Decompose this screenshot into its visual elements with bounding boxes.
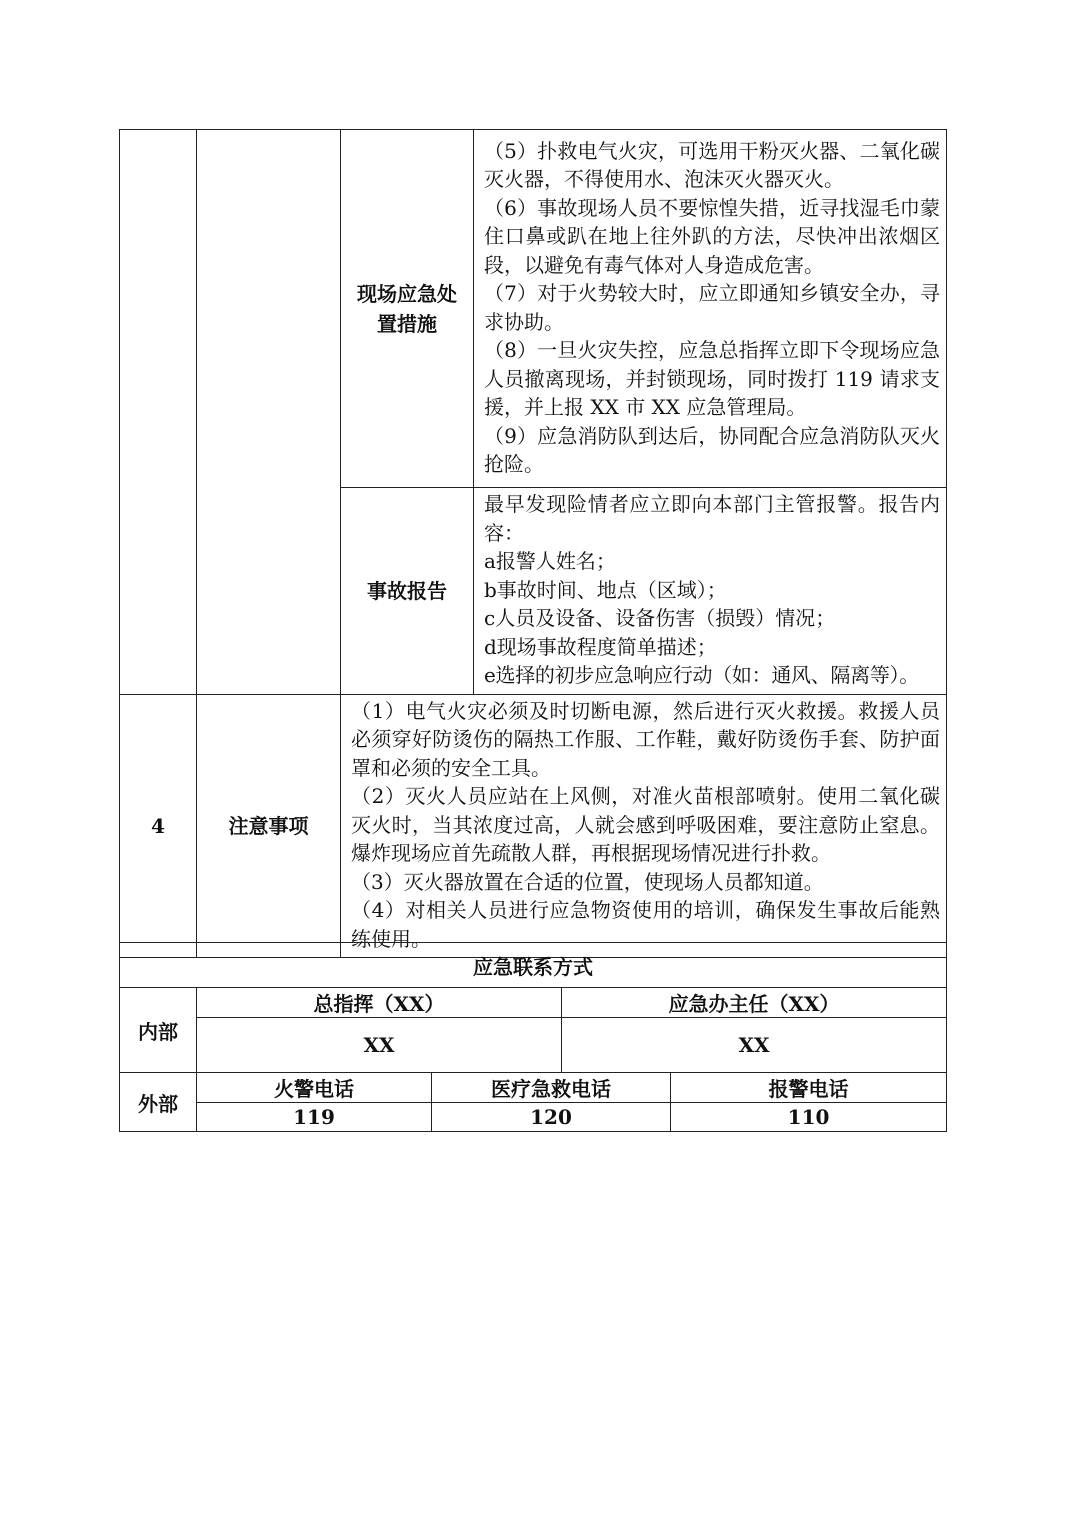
onsite-label-line-1: 现场应急处 [357, 281, 457, 306]
external-header-row [120, 1073, 947, 1103]
report-item: e选择的初步应急响应行动（如：通风、隔离等）。 [484, 663, 919, 687]
commander-header: 总指挥（XX） [197, 988, 562, 1018]
onsite-measures-content [474, 130, 947, 488]
report-item: a报警人姓名； [484, 549, 616, 573]
onsite-item: （7）对于火势较大时，应立即通知乡镇安全办，寻求协助。 [484, 281, 940, 334]
fire-alarm-number: 119 [197, 1103, 432, 1132]
internal-header-row [120, 988, 947, 1018]
office-director-value: XX [562, 1018, 947, 1073]
report-item: d现场事故程度简单描述； [484, 634, 717, 659]
report-item: c人员及设备、设备伤害（损毁）情况； [484, 606, 836, 630]
notes-label: 注意事项 [197, 694, 341, 958]
onsite-item: （6）事故现场人员不要惊惶失措，近寻找湿毛巾蒙住口鼻或趴在地上往外趴的方法，尽快冲出浓烟区段，以避免有毒气体对人身造成危害。 [484, 195, 940, 277]
medical-header: 医疗急救电话 [432, 1073, 671, 1103]
emergency-contact-table [119, 942, 947, 1132]
notes-item: （1）电气火灾必须及时切断电源，然后进行灭火救援。救援人员必须穿好防烫伤的隔热工作服、工作鞋，戴好防烫伤手套、防护面罩和必须的安全工具。 [351, 698, 940, 780]
external-label: 外部 [120, 1073, 197, 1132]
notes-item: （3）灭火器放置在合适的位置，使现场人员都知道。 [351, 869, 824, 894]
notes-item: （2）灭火人员应站在上风侧，对准火苗根部喷射。使用二氧化碳灭火时，当其浓度过高，人就会感到呼吸困难，要注意防止窒息。爆炸现场应首先疏散人群，再根据现场情况进行扑救。 [351, 784, 940, 865]
notes-item: （4）对相关人员进行应急物资使用的培训，确保发生事故后能熟练使用。 [351, 898, 940, 951]
blank-number-cell [120, 130, 197, 695]
contact-title: 应急联系方式 [120, 943, 947, 988]
notes-content [341, 694, 947, 958]
report-item: 最早发现险情者应立即向本部门主管报警。报告内容： [484, 492, 940, 545]
internal-label: 内部 [120, 988, 197, 1073]
fire-alarm-header: 火警电话 [197, 1073, 432, 1103]
contact-title-row [120, 943, 947, 988]
office-director-header: 应急办主任（XX） [562, 988, 947, 1018]
onsite-item: （5）扑救电气火灾，可选用干粉灭火器、二氧化碳灭火器，不得使用水、泡沫灭火器灭火。 [484, 138, 940, 191]
onsite-measures-label [341, 130, 474, 488]
blank-category-cell [197, 130, 341, 695]
accident-report-content [474, 488, 947, 695]
onsite-item: （9）应急消防队到达后，协同配合应急消防队灭火抢险。 [484, 423, 940, 476]
police-number: 110 [671, 1103, 947, 1132]
row-number: 4 [120, 694, 197, 958]
emergency-procedure-table [119, 129, 947, 958]
external-value-row [120, 1103, 947, 1132]
commander-value: XX [197, 1018, 562, 1073]
table-row-onsite-measures [120, 130, 947, 488]
accident-report-label: 事故报告 [341, 488, 474, 695]
internal-value-row [120, 1018, 947, 1073]
medical-number: 120 [432, 1103, 671, 1132]
onsite-label-line-2: 置措施 [377, 311, 437, 336]
police-header: 报警电话 [671, 1073, 947, 1103]
table-row-notes [120, 694, 947, 958]
onsite-item: （8）一旦火灾失控，应急总指挥立即下令现场应急人员撤离现场，并封锁现场，同时拨打 119 请求支援，并上报 XX 市 XX 应急管理局。 [484, 338, 940, 419]
report-item: b事故时间、地点（区域）； [484, 577, 727, 602]
